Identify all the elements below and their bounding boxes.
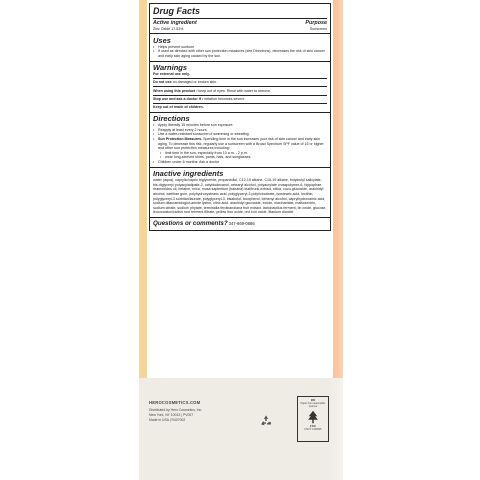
directions-item-protection [153,137,327,151]
directions-item: • Children under 6 months: Ask a doctor [153,160,327,165]
inactive-section [150,167,330,217]
warnings-section [150,61,330,112]
active-ingredient-heading: Active ingredient [153,20,197,27]
do-not-use-label: Do not use [153,80,172,85]
address-line: Distributed by Hero Cosmetics, Inc. [149,408,203,412]
active-header-row [153,18,327,27]
directions-sub-item: • limit time in the sun, especially from 10 a.m. - 2 p.m. [153,151,327,156]
website-text: HEROCOSMETICS.COM [149,400,201,405]
stop-use-row [153,95,327,102]
protection-label: Sun Protection Measures. [158,137,203,142]
directions-item: • Use a water-resistant sunscreen if swimming or sweating. [153,132,327,137]
fsc-mix-label: MIX [310,399,316,402]
stop-use-label: Stop use and ask a doctor if [153,96,201,101]
inactive-text: water (aqua), caprylic/capric triglyceride, propanediol, C12-15 alkane, C15-19 alkane, butyloctyl salicylate, bis-diglyceryl polyacyladipate-2, octyldodecanol, cetearyl alcohol, polyacrylate crosspolymer-6, hippophae rhamnoides oil, betaine, mica, musa sapientum (banana) leaf/trunk extract, silica, coco-glucoside, arachidyl alcohol, xanthan gum, polyhydroxystearic acid, polyglyceryl-3 polyricinoleate, isostearic acid, lecithin, polyglyceryl-3 sorbitan/laurate, polyglyceryl-3, bisabolol, tocopherol, behenyl alcohol, caprylhydroxamic acid, sodium dilauramidoglut-amide lysine, citric acid, arachidyl glucoside, ectoin, niacinamide, maltodextrin, sodium citrate, sodium phytate, terminalia ferdinandiana fruit extract, lactobacillus ferment, tin oxide, glucose, leuconostoc/radish root ferment filtrate, yellow iron oxide, red iron oxide, titanium dioxide [153,178,327,215]
recycle-icon [259,414,273,428]
uses-item: • If used as directed with other sun protection measures (see Directions), decreases the risk of skin cancer and early skin aging caused by the sun. [153,49,327,58]
when-using-text: • keep out of eyes. Rinse with water to remove. [196,88,272,93]
when-using-label: When using this product [153,88,196,93]
warnings-heading: Warnings [153,63,188,73]
uses-section [150,33,330,60]
package-footer [149,392,329,476]
address-line: New York, NY 10013 | PV007 [149,413,194,417]
directions-list [153,123,327,164]
active-value-row [153,27,327,32]
when-using-row [153,86,327,93]
address-block [149,408,229,423]
questions-phone: 347-669-0686 [228,221,255,227]
active-ingredient-value: Zinc Oxide 17.53% [153,26,184,31]
address-line: Made in USA | R407002 [149,418,186,422]
inactive-heading: Inactive ingredients [153,169,224,179]
purpose-value: Sunscreen [309,26,327,31]
drug-facts-title: Drug Facts [153,5,201,16]
directions-heading: Directions [153,114,190,124]
uses-heading: Uses [153,35,171,45]
directions-section [150,112,330,167]
fsc-badge [297,396,329,442]
directions-item: • Reapply at least every 2 hours. [153,128,327,133]
fsc-code: FSC® C126645 [304,428,322,431]
drug-facts-box [149,3,331,231]
stop-use-text: • irritation becomes severe. [201,96,246,101]
questions-label: Questions or comments? [153,220,228,228]
external-use-text: For external use only. [153,72,190,77]
protection-text: Spending time in the sun increases your risk of skin cancer and early skin aging. To decrease this risk, regularly use a sunscreen with a Broad Spectrum SPF value of 15 or higher and other sun protection measures including: [158,137,324,151]
fsc-paper-text: Paper from responsible sources [300,402,326,408]
questions-section [150,217,330,231]
do-not-use-text: on damaged or broken skin. [172,80,218,85]
drug-facts-title-section [150,4,330,33]
uses-list [153,45,327,59]
keep-out-of-reach: Keep out of reach of children. [153,103,327,110]
do-not-use-row [153,78,327,85]
fsc-logo-text: FSC [310,424,316,428]
directions-sub-item: • wear long-sleeved shirts, pants, hats, and sunglasses. [153,155,327,160]
fsc-tree-logo [306,410,320,424]
purpose-heading: Purpose [305,20,327,27]
uses-item: • Helps prevent sunburn [153,45,327,50]
directions-item: • Apply liberally 15 minutes before sun exposure. [153,123,327,128]
